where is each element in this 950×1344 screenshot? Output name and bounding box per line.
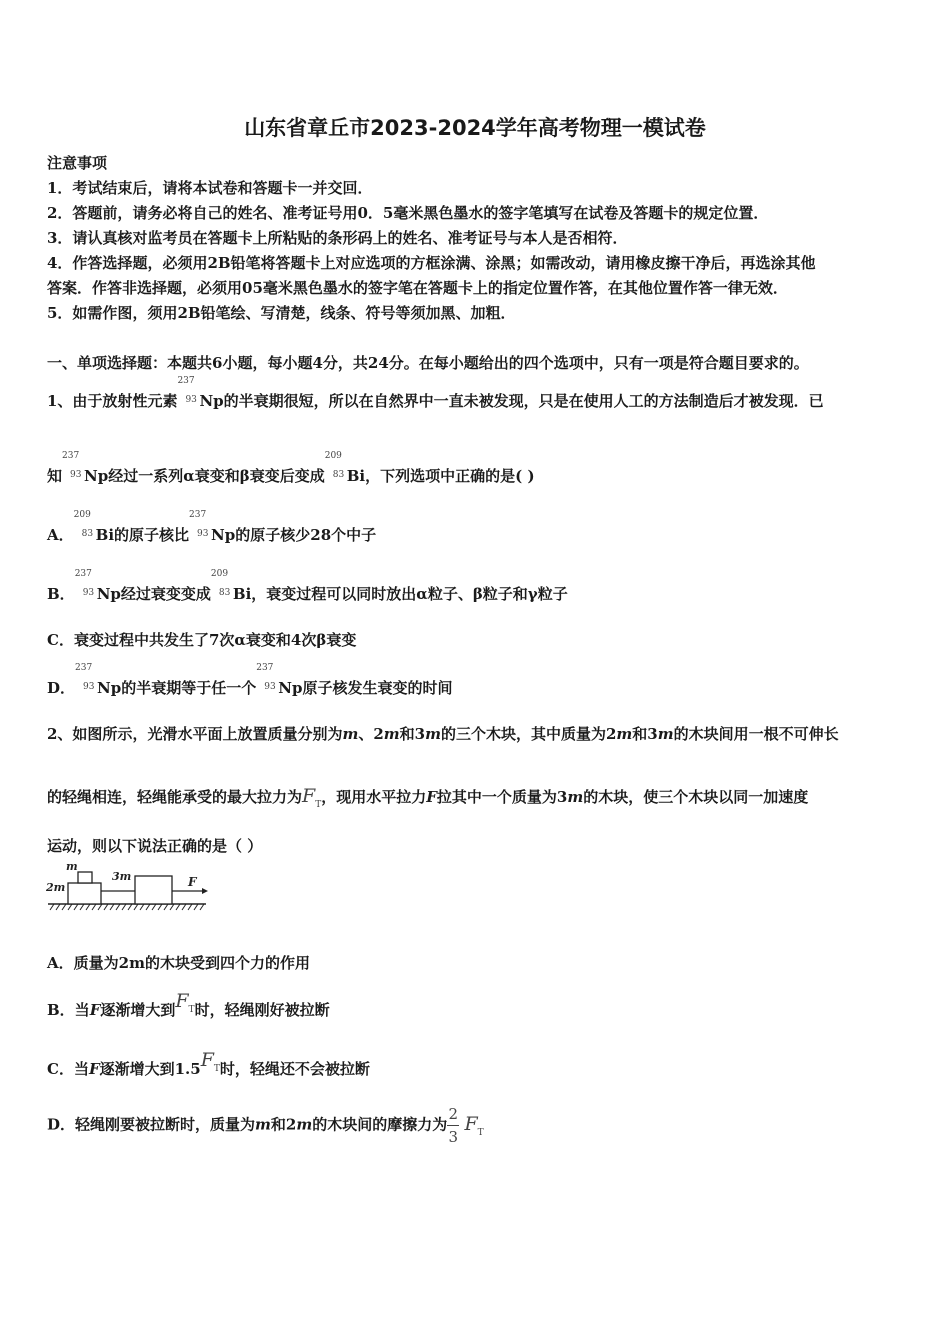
q1-option-a: A． 209 83 Bi的原子核比 237 93 Np的原子核少28个中子 — [47, 510, 377, 544]
tension-symbol: $F_T$ — [302, 785, 322, 810]
q1-line-2 — [47, 451, 535, 486]
np-nuclide: 237 93 Np — [177, 376, 224, 410]
page-title: 山东省章丘市2023-2024学年高考物理一模试卷 — [244, 116, 706, 140]
arrow-head-icon — [202, 888, 208, 894]
q1-text: 的半衰期很短，所以在自然界中一直未被发现，只是在使用人工的方法制造后才被发现．已 — [223, 392, 824, 410]
block-3m — [135, 876, 172, 904]
notice-heading: 注意事项 — [47, 154, 108, 172]
block-2m — [68, 883, 101, 904]
section-heading: 一、单项选择题：本题共6小题，每小题4分，共24分。在每小题给出的四个选项中，只有一项是符合题目要求的。 — [47, 354, 809, 372]
q1-text: 经过一系列α衰变和β衰变后变成 — [108, 467, 325, 485]
ground-hatching — [48, 904, 206, 910]
q2-line-2: 的轻绳相连，轻绳能承受的最大拉力为$F_T$，现用水平拉力F拉其中一个质量为3m的木块，使三个木块以同一加速度 — [47, 785, 809, 810]
blocks-figure — [44, 858, 214, 914]
fraction: $\frac{2}{3}$ — [448, 1105, 458, 1146]
q2-option-b: B．当F逐渐增大到$F_T$时，轻绳刚好被拉断 — [47, 990, 330, 1019]
notice-item: 3．请认真核对监考员在答题卡上所粘贴的条形码上的姓名、准考证号与本人是否相符． — [47, 229, 628, 247]
q1-option-d: D． 237 93 Np的半衰期等于任一个 237 93 Np原子核发生衰变的时间 — [47, 663, 453, 697]
label-2m: 2m — [46, 881, 66, 894]
q1-text: ，下列选项中正确的是( ) — [365, 467, 535, 485]
q2-line-1: 2、如图所示，光滑水平面上放置质量分别为m、2m和3m的三个木块，其中质量为2m和3m的木块间用一根不可伸长 — [47, 725, 839, 743]
notice-item: 答案．作答非选择题，必须用05毫米黑色墨水的签字笔在答题卡上的指定位置作答，在其他位置作答一律无效． — [47, 279, 788, 297]
q1-text: 1、由于放射性元素 — [47, 392, 178, 410]
np-nuclide: 237 93 Np — [62, 451, 109, 485]
q2-option-a: A．质量为2m的木块受到四个力的作用 — [47, 954, 310, 972]
q2-option-c: C．当F逐渐增大到$1.5F_T$时，轻绳还不会被拉断 — [47, 1049, 370, 1078]
notice-item: 1．考试结束后，请将本试卷和答题卡一并交回． — [47, 179, 373, 197]
label-3m: 3m — [112, 870, 132, 883]
notice-item: 5．如需作图，须用2B铅笔绘、写清楚，线条、符号等须加黑、加粗． — [47, 304, 516, 322]
q1-option-b: B． 237 93 Np经过衰变变成 209 83 Bi，衰变过程可以同时放出α粒子、β粒子和γ粒子 — [47, 569, 568, 603]
label-F: F — [188, 875, 197, 889]
block-m — [78, 872, 92, 883]
q2-line-3: 运动，则以下说法正确的是（ ） — [47, 837, 263, 855]
bi-nuclide: 209 83 Bi — [324, 451, 366, 485]
q1-option-c: C．衰变过程中共发生了7次α衰变和4次β衰变 — [47, 631, 357, 649]
notice-item: 2．答题前，请务必将自己的姓名、准考证号用0．5毫米黑色墨水的签字笔填写在试卷及答题卡的规定位置． — [47, 204, 769, 222]
q1-text: 知 — [47, 467, 63, 485]
q2-option-d: D．轻绳刚要被拉断时，质量为m和2m的木块间的摩擦力为 $\frac{2}{3}$ $F_T$ — [47, 1105, 484, 1146]
label-m: m — [66, 860, 78, 873]
notice-item: 4．作答选择题，必须用2B铅笔将答题卡上对应选项的方框涂满、涂黑；如需改动，请用橡皮擦干净后，再选涂其他 — [47, 254, 816, 272]
q1-line-1 — [47, 376, 824, 411]
